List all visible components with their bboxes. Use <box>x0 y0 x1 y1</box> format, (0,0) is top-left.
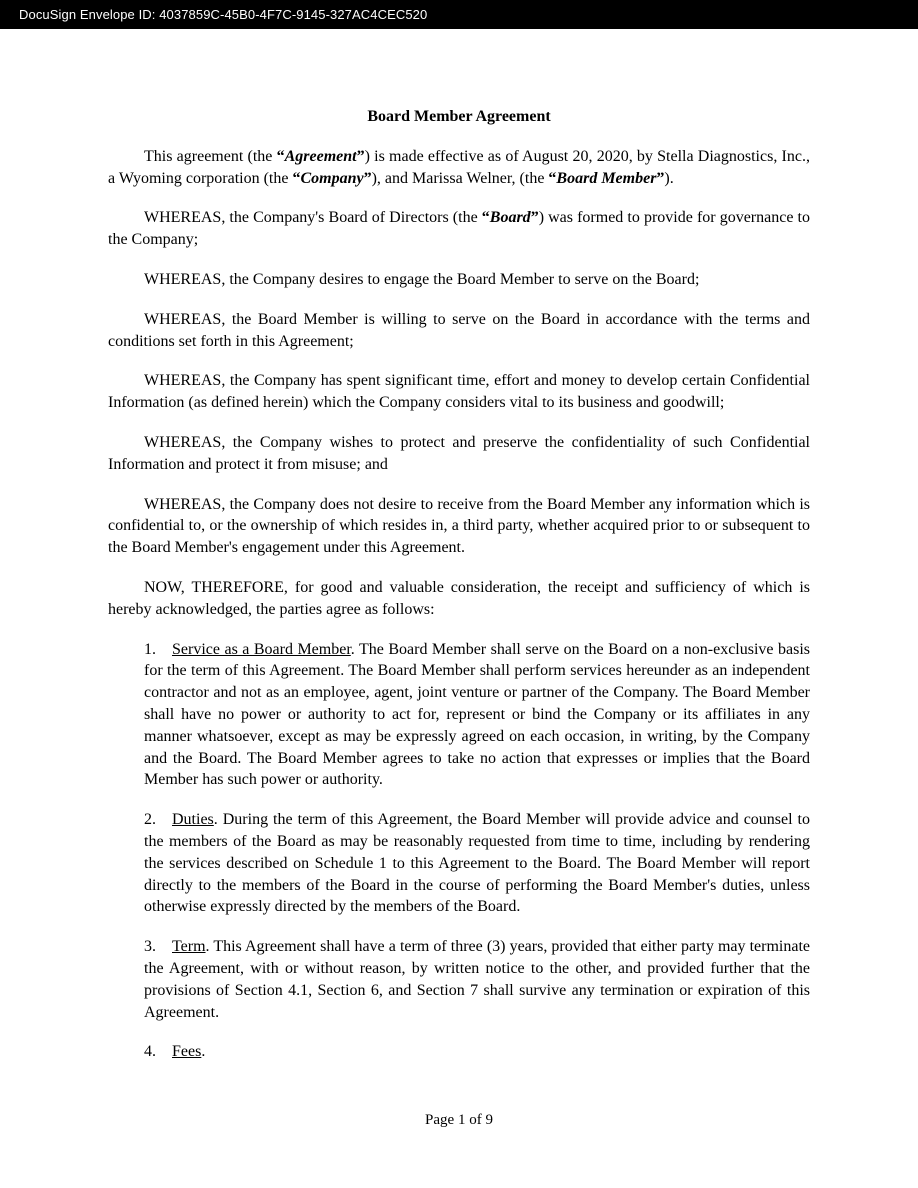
text-run: ” <box>530 209 539 227</box>
text-run: Board Member <box>556 169 657 187</box>
document-title: Board Member Agreement <box>367 108 551 125</box>
text-run: WHEREAS, the Company has spent significant time, effort and money to develop certain Confidential Information (as defined herein) which the Company considers vital to its business and goodwill; <box>108 372 810 412</box>
list-item-fees <box>144 1041 810 1063</box>
para-intro <box>108 146 810 190</box>
text-run: This agreement (the <box>144 147 277 165</box>
list-item-number: 3. <box>144 938 156 956</box>
para-whereas-confidential-info <box>108 370 810 414</box>
text-run: ” <box>356 147 365 165</box>
text-run: ), and Marissa Welner, (the <box>371 169 549 187</box>
text-run: WHEREAS, the Company does not desire to receive from the Board Member any information which is confidential to, or the ownership of which resides in, a third party, whether acquired prior to or subsequent to the Board Member's engagement under this Agreement. <box>108 495 810 557</box>
para-whereas-board-formed <box>108 207 810 251</box>
list-item-service <box>144 639 810 792</box>
text-run: WHEREAS, the Company desires to engage the Board Member to serve on the Board; <box>144 270 700 288</box>
text-run: . During the term of this Agreement, the Board Member will provide advice and counsel to the members of the Board as may be reasonably requested from time to time, including by rendering the services described on Schedule 1 to this Agreement to the Board. The Board Member will report directly to the members of the Board in the course of performing the Board Member's duties, unless otherwise expressly directed by the members of the Board. <box>144 811 810 916</box>
text-run: ). <box>664 169 674 187</box>
para-now-therefore <box>108 577 810 621</box>
text-run: “ <box>481 209 490 227</box>
para-whereas-third-party <box>108 494 810 559</box>
text-run: “ <box>292 169 301 187</box>
list-item-text <box>144 641 810 789</box>
text-run: “ <box>276 147 285 165</box>
list-item-number: 4. <box>144 1043 156 1061</box>
list-item-text <box>144 811 810 915</box>
list-item-number: 1. <box>144 640 156 658</box>
para-whereas-engage <box>108 269 810 291</box>
list-item-text <box>172 1043 205 1060</box>
text-run: . This Agreement shall have a term of three (3) years, provided that either party may terminate the Agreement, with or without reason, by written notice to the other, and provided further that the provisions of Section 4.1, Section 6, and Section 7 shall survive any termination or expiration of this Agreement. <box>144 938 810 1021</box>
text-run: Duties <box>172 811 214 829</box>
document-page <box>0 29 918 1063</box>
text-run: ” <box>363 169 372 187</box>
text-run: WHEREAS, the Company wishes to protect and preserve the confidentiality of such Confidential Information and protect it from misuse; and <box>108 433 810 473</box>
text-run: Board <box>489 209 531 227</box>
list-item-term <box>144 936 810 1023</box>
text-run: ) is made effective as of August 20, 2020, by Stella Diagnostics, Inc., a Wyoming corporation (the <box>108 147 810 187</box>
docusign-envelope-id: DocuSign Envelope ID: 4037859C-45B0-4F7C-9145-327AC4CEC520 <box>19 7 428 22</box>
text-run: Company <box>300 169 364 187</box>
list-item-number: 2. <box>144 811 156 829</box>
text-run: Service as a Board Member <box>172 640 351 658</box>
docusign-envelope-bar <box>0 0 918 29</box>
list-item-text <box>144 938 810 1020</box>
text-run: WHEREAS, the Board Member is willing to serve on the Board in accordance with the terms and conditions set forth in this Agreement; <box>108 310 810 350</box>
text-run: Agreement <box>284 147 357 165</box>
para-whereas-willing <box>108 309 810 353</box>
text-run: . <box>201 1043 206 1061</box>
text-run: ” <box>656 169 665 187</box>
text-run: WHEREAS, the Company's Board of Directors (the <box>144 209 482 227</box>
para-whereas-protect <box>108 432 810 476</box>
list-item-duties <box>144 809 810 918</box>
text-run: Term <box>172 938 206 956</box>
text-run: NOW, THEREFORE, for good and valuable consideration, the receipt and sufficiency of which is hereby acknowledged, the parties agree as follows: <box>108 578 810 618</box>
text-run: . The Board Member shall serve on the Board on a non-exclusive basis for the term of this Agreement. The Board Member shall perform services hereunder as an independent contractor and not as an employee, agent, joint venture or partner of the Company. The Board Member shall have no power or authority to act for, represent or bind the Company or its affiliates in any manner whatsoever, except as may be expressly agreed on each occasion, in writing, by the Company and the Board. The Board Member agrees to take no action that expresses or implies that the Board Member has such power or authority. <box>144 640 810 789</box>
text-run: ) was formed to provide for governance to the Company; <box>108 209 810 249</box>
text-run: “ <box>548 169 557 187</box>
text-run: Fees <box>172 1043 202 1061</box>
page-footer: Page 1 of 9 <box>425 1112 493 1128</box>
